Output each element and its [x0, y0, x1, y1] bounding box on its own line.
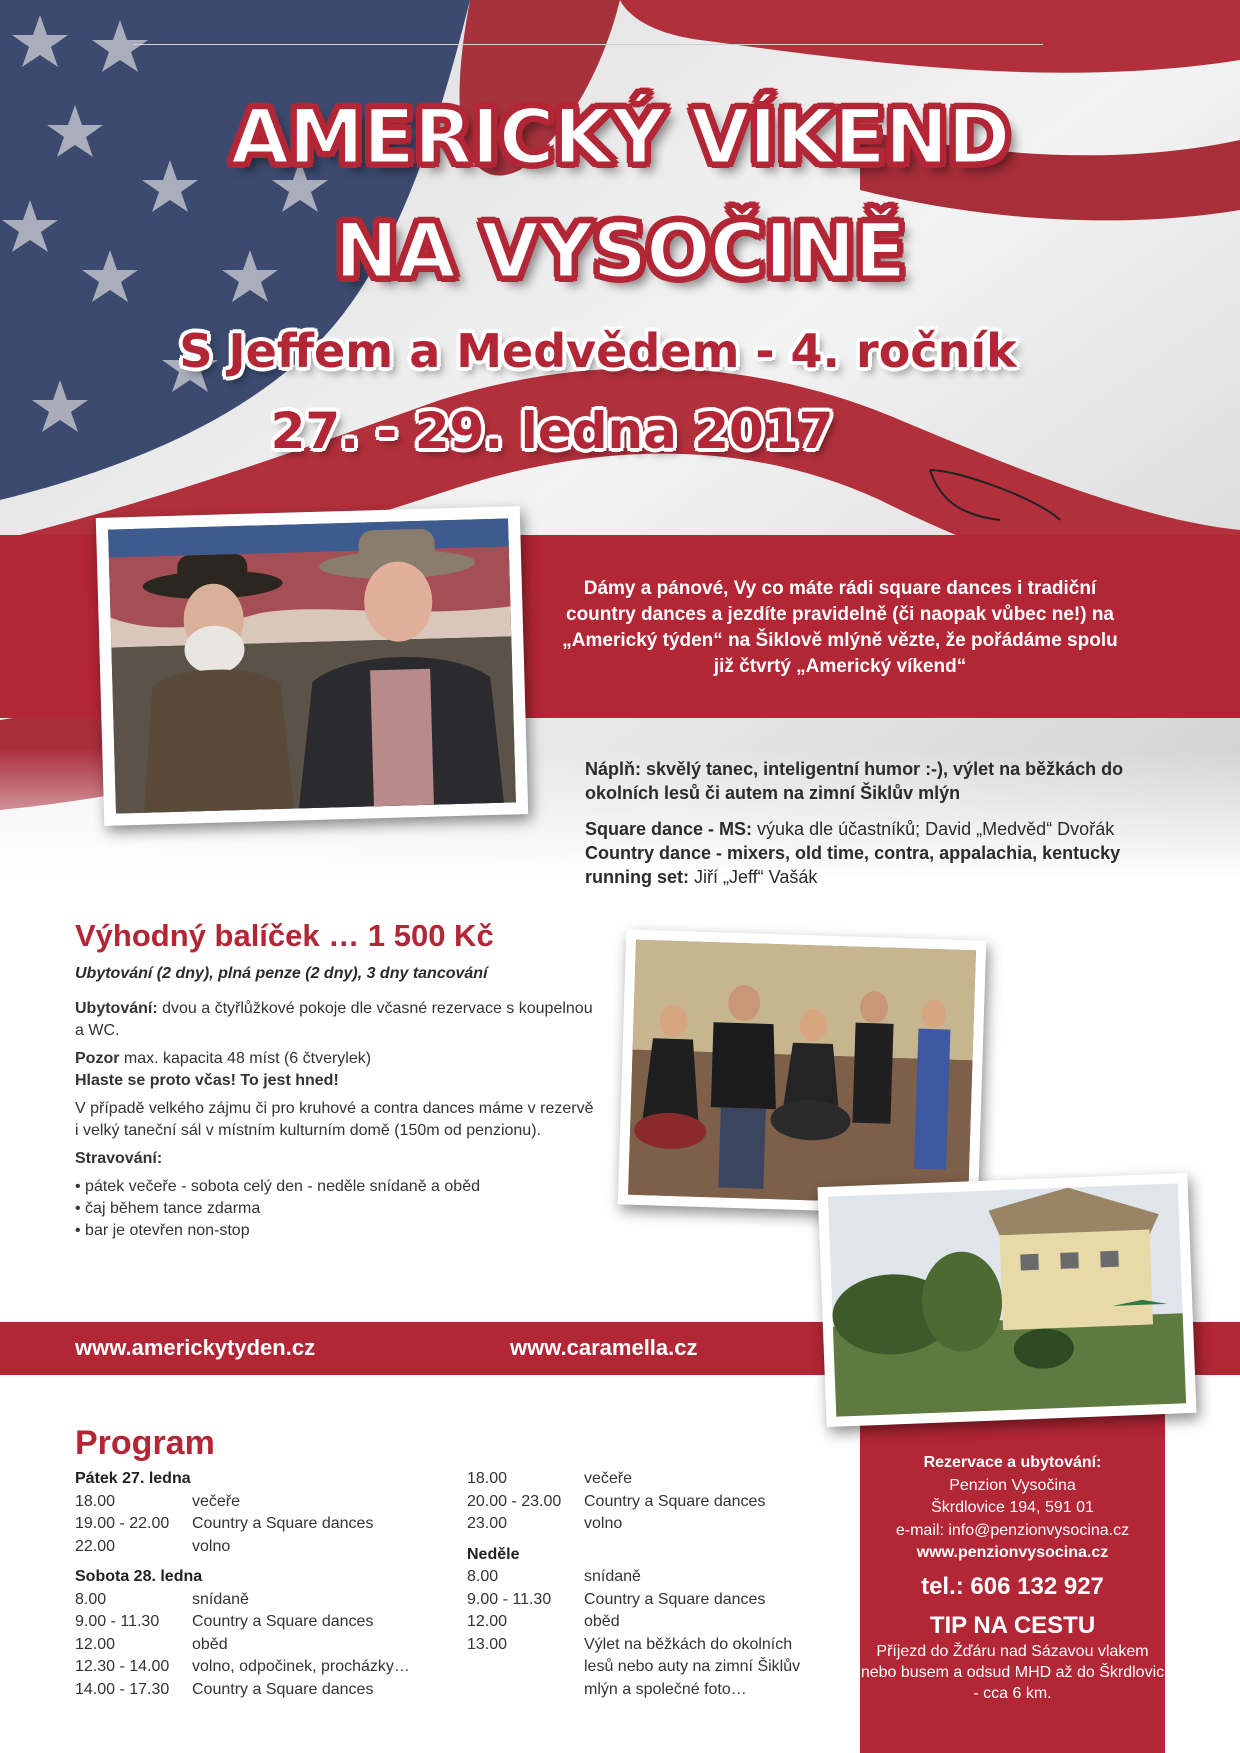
contact-web[interactable]: www.penzionvysocina.cz — [916, 1544, 1109, 1561]
schedule-row — [467, 1589, 847, 1612]
schedule-activity: Výlet na běžkách do okolních lesů nebo auty na zimní Šiklův mlýn a společné foto… — [584, 1635, 801, 1698]
photo-penzion — [818, 1173, 1197, 1427]
meals-list — [75, 1176, 595, 1242]
pozor-text: max. kapacita 48 míst (6 čtverylek) — [119, 1050, 372, 1067]
contact-info — [860, 1452, 1165, 1704]
schedule-row — [467, 1491, 847, 1514]
schedule-column-2 — [467, 1468, 847, 1701]
package-title: Výhodný balíček … 1 500 Kč — [75, 918, 494, 953]
ubytovani-text: dvou a čtyřlůžkové pokoje dle včasné rezervace s koupelnou a WC. — [75, 1000, 593, 1039]
schedule-activity: Country a Square dances — [584, 1492, 766, 1510]
program-title: Program — [75, 1424, 215, 1462]
schedule-row — [467, 1566, 847, 1589]
tip-text: Příjezd do Žďáru nad Sázavou vlakem nebo busem a odsud MHD až do Škrdlovic - cca 6 km. — [860, 1642, 1165, 1702]
link-caramella[interactable]: www.caramella.cz — [510, 1335, 698, 1360]
schedule-time: 9.00 - 11.30 — [75, 1613, 160, 1630]
schedule-activity: oběd — [584, 1613, 620, 1630]
day-heading: Pátek 27. ledna — [75, 1470, 191, 1487]
country-text: Jiří „Jeff“ Vašák — [689, 867, 818, 887]
intro-text — [560, 576, 1120, 680]
list-item: • bar je otevřen non-stop — [75, 1220, 595, 1242]
schedule-row — [75, 1634, 455, 1657]
day-heading: Sobota 28. ledna — [75, 1568, 203, 1585]
day-heading: Neděle — [467, 1545, 520, 1563]
schedule-activity: volno, odpočinek, procházky… — [192, 1658, 410, 1675]
schedule-activity: Country a Square dances — [192, 1613, 374, 1630]
schedule-activity: Country a Square dances — [192, 1515, 374, 1532]
list-item: • čaj během tance zdarma — [75, 1198, 595, 1220]
schedule-activity: Country a Square dances — [584, 1590, 766, 1608]
schedule-row — [75, 1679, 455, 1702]
schedule-row — [75, 1536, 455, 1559]
schedule-time: 14.00 - 17.30 — [75, 1680, 170, 1698]
tip-title: TIP NA CESTU — [929, 1611, 1096, 1639]
link-americkytyden[interactable]: www.americkytyden.cz — [75, 1335, 316, 1360]
list-item: • pátek večeře - sobota celý den - neděle snídaně a oběd — [75, 1176, 595, 1198]
schedule-time: 19.00 - 22.00 — [75, 1515, 170, 1532]
schedule-row — [467, 1611, 847, 1634]
schedule-time: 18.00 — [75, 1492, 116, 1510]
schedule-activity: snídaně — [584, 1568, 641, 1585]
square-text: výuka dle účastníků; David „Medvěd“ Dvořák — [752, 819, 1115, 839]
schedule-activity: večeře — [584, 1470, 633, 1487]
program-details — [585, 757, 1185, 901]
contact-name: Penzion Vysočina — [949, 1476, 1076, 1494]
schedule-time: 8.00 — [75, 1590, 107, 1608]
photo-hosts — [96, 506, 528, 826]
photo-dancers — [618, 929, 986, 1215]
schedule-activity: volno — [192, 1537, 231, 1555]
contact-phone[interactable]: tel.: 606 132 927 — [921, 1572, 1104, 1600]
intro-highlight: „Americký víkend“ — [796, 656, 967, 677]
country-label: Country dance - mixers, old time, contra, appalachia, kentucky running set: — [585, 843, 1121, 887]
intro-body: Dámy a pánové, Vy co máte rádi square dances i tradiční country dances a jezdíte pravidelně (či naopak vůbec ne!) na „Americký týden“ na Šiklově mlýně vězte, že pořádáme spolu již čtvrtý — [562, 578, 1118, 677]
schedule-row — [75, 1491, 455, 1514]
headline-dates: 27. - 29. ledna 2017 — [270, 402, 834, 460]
schedule-time: 18.00 — [467, 1470, 508, 1487]
schedule-row — [75, 1611, 455, 1634]
schedule-row — [75, 1589, 455, 1612]
crop-guide-line — [133, 44, 1043, 45]
schedule-activity: volno — [584, 1515, 623, 1532]
schedule-column-1 — [75, 1468, 455, 1701]
schedule-activity: Country a Square dances — [192, 1680, 374, 1698]
stravovani-label: Stravování: — [75, 1150, 163, 1167]
hlaste-text: Hlaste se proto včas! To jest hned! — [75, 1072, 339, 1089]
schedule-row — [467, 1634, 847, 1702]
contact-email[interactable]: e-mail: info@penzionvysocina.cz — [895, 1521, 1130, 1539]
schedule-time: 22.00 — [75, 1537, 116, 1555]
schedule-activity: snídaně — [192, 1590, 249, 1608]
schedule-time: 12.30 - 14.00 — [75, 1658, 170, 1675]
headline-subtitle: S Jeffem a Medvědem - 4. ročník — [179, 324, 1017, 378]
schedule-time: 13.00 — [467, 1635, 508, 1653]
schedule-row — [75, 1513, 455, 1536]
ubytovani-label: Ubytování: — [75, 1000, 158, 1017]
square-label: Square dance - MS: — [585, 819, 753, 839]
schedule-activity: večeře — [192, 1492, 241, 1510]
schedule-activity: oběd — [192, 1635, 228, 1653]
schedule-row — [467, 1513, 847, 1536]
schedule-row — [467, 1468, 847, 1491]
schedule-time: 23.00 — [467, 1515, 508, 1532]
package-subtitle: Ubytování (2 dny), plná penze (2 dny), 3 dny tancování — [75, 965, 488, 982]
headline-line1: AMERICKÝ VÍKEND — [230, 92, 1010, 181]
pripad-text: V případě velkého zájmu či pro kruhové a contra dances máme v rezervě i velký taneční sál v místním kulturním domě (150m od penzionu). — [75, 1100, 594, 1139]
schedule-time: 12.00 — [467, 1613, 508, 1630]
schedule-time: 9.00 - 11.30 — [467, 1590, 552, 1608]
schedule-row — [75, 1656, 455, 1679]
headline-line2: NA VYSOČINĚ — [334, 206, 906, 295]
schedule-time: 8.00 — [467, 1568, 499, 1585]
package-body — [75, 998, 595, 1242]
naplne-text: Náplň: skvělý tanec, inteligentní humor :-), výlet na běžkách do okolních lesů či autem na zimní Šiklův mlýn — [585, 759, 1124, 803]
schedule-time: 20.00 - 23.00 — [467, 1492, 562, 1510]
contact-heading: Rezervace a ubytování: — [923, 1454, 1102, 1471]
contact-address: Škrdlovice 194, 591 01 — [931, 1499, 1094, 1516]
pozor-label: Pozor — [75, 1050, 120, 1067]
schedule-time: 12.00 — [75, 1635, 116, 1653]
